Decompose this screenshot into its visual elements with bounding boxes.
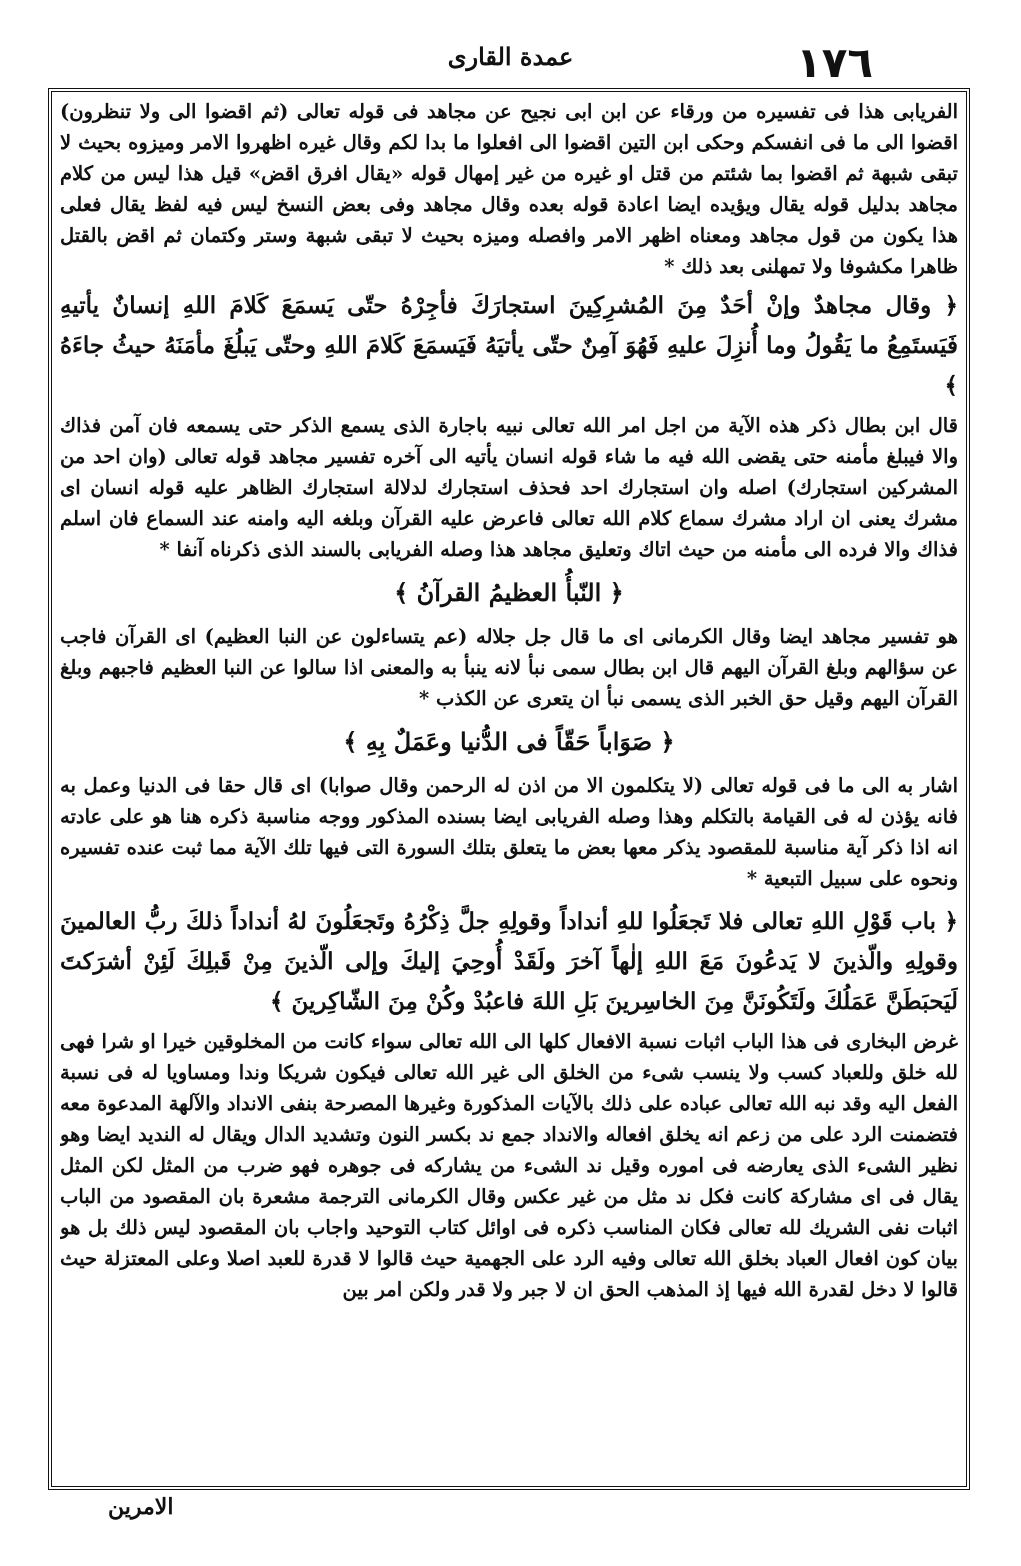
chapter-heading-verse: ﴿ باب قَوْلِ اللهِ تعالى فلا تَجعَلُوا للهِ أنداداً وقولِهِ جلَّ ذِكْرُهُ وتَجعَلُونَ لهُ أنداداً ذلكَ ربُّ العالمينَ وقولِهِ والّذينَ لا يَدعُونَ مَعَ اللهِ إلٰهاً آخرَ ولَقَدْ أُوحِيَ إليكَ وإلى الّذينَ مِنْ قَبلِكَ لَئِنْ أشرَكتَ لَيَحبَطَنَّ عَمَلُكَ ولَتَكُونَنَّ مِنَ الخاسِرينَ بَلِ اللهَ فاعبُدْ وكُنْ مِنَ الشّاكِرينَ ﴾ — [60, 908, 958, 1015]
page-header — [40, 38, 981, 88]
commentary-paragraph: قال ابن بطال ذكر هذه الآية من اجل امر الله تعالى نبيه باجارة الذى يسمع الذكر حتى يسمعه فان آمن فذاك والا فيبلغ مأمنه حتى يقضى الله فيه ما شاء قوله انسان يأتيه الى آخره تفسير مجاهد قوله تعالى (وان احد من المشركين استجارك) اصله وان استجارك احد فحذف استجارك لدلالة استجارك الظاهر عليه قوله انسان اى مشرك يعنى ان اراد مشرك سماع كلام الله تعالى فاعرض عليه القرآن وبلغه اليه وامنه عند السماع فان اسلم فذاك والا فرده الى مأمنه من حيث اتاك وتعليق مجاهد هذا وصله الفريابى بالسند الذى ذكرناه آنفا * — [60, 414, 958, 561]
catchword: الامرين — [108, 1494, 174, 1520]
commentary-paragraph: غرض البخارى فى هذا الباب اثبات نسبة الافعال كلها الى الله تعالى سواء كانت من المخلوقين خيرا او شرا فهى لله خلق وللعباد كسب ولا ينسب شىء من الخلق الى غير الله تعالى فيكون شريكا وندا ومساويا له فى نسبة الفعل اليه وقد نبه الله تعالى عباده على ذلك بالآيات المذكورة وغيرها المصرحة بنفى الانداد والآلهة المدعوة معه فتضمنت الرد على من زعم انه يخلق افعاله والانداد جمع ند بكسر النون وتشديد الدال ويقال له النديد ايضا وهو نظير الشىء الذى يعارضه فى اموره وقيل ند الشىء من يشاركه فى جوهره فهو ضرب من المثل لكن المثل يقال فى اى مشاركة كانت فكل ند مثل من غير عكس وقال الكرمانى الترجمة مشعرة بان المقصود من الباب اثبات نفى الشريك لله تعالى فكان المناسب ذكره فى اوائل كتاب التوحيد واجاب بان المقصود ليس ذلك بل هو بيان كون افعال العباد بخلق الله تعالى وفيه الرد على الجهمية حيث قالوا لا قدرة للعبد اصلا وعلى المعتزلة حيث قالوا لا دخل لقدرة الله فيها إذ المذهب الحق ان لا جبر ولا قدر ولكن امر بين — [60, 1030, 958, 1301]
commentary-paragraph: هو تفسير مجاهد ايضا وقال الكرمانى اى ما قال جل جلاله (عم يتساءلون عن النبا العظيم) اى القرآن فاجب عن سؤالهم وبلغ القرآن اليهم قال ابن بطال سمى نبأ لانه ينبأ به والمعنى اذا سالوا عن النبا العظيم فاجبهم وبلغ القرآن اليهم وقيل حق الخبر الذى يسمى نبأ ان يتعرى عن الكذب * — [60, 625, 958, 710]
section-heading: ﴿ النّبأُ العظيمُ القرآنُ ﴾ — [394, 578, 624, 607]
spacer — [60, 894, 958, 898]
quoted-verse: ﴿ وقال مجاهدٌ وإنْ أحَدٌ مِنَ المُشرِكِينَ استجارَكَ فأجِرْهُ حتّى يَسمَعَ كَلامَ اللهِ إنسانٌ يأتيهِ فَيَستَمِعُ ما يَقُولُ وما أُنزِلَ عليهِ فَهُوَ آمِنٌ حتّى يأتيَهُ فَيَسمَعَ كَلامَ اللهِ وحتّى يَبلُغَ مأمَنَهُ حيثُ جاءَهُ ﴾ — [60, 292, 958, 399]
section-heading: ﴿ صَوَاباً حَقّاً فى الدُّنيا وعَمَلٌ بِهِ ﴾ — [343, 727, 675, 756]
commentary-paragraph: اشار به الى ما فى قوله تعالى (لا يتكلمون الا من اذن له الرحمن وقال صوابا) اى قال حقا فى الدنيا وعمل به فانه يؤذن له فى القيامة بالتكلم وهذا وصله الفريابى ايضا بسنده المذكور ووجه مناسبة ذكره هنا هو على عادته انه اذا ذكر آية مناسبة للمقصود يذكر معها بعض ما يتعلق بتلك السورة التى فيها تلك الآية مما ثبت عنده تفسيره ونحوه على سبيل التبعية * — [60, 774, 958, 890]
running-title: عمدة القارى — [447, 42, 574, 71]
page-number: ١٧٦ — [796, 38, 873, 87]
main-text — [60, 96, 958, 1484]
commentary-paragraph: الفريابى هذا فى تفسيره من ورقاء عن ابن ابى نجيح عن مجاهد فى قوله تعالى (ثم اقضوا الى ولا تنظرون) اقضوا الى ما فى انفسكم وحكى ابن التين اقضوا الى افعلوا ما بدا لكم وقال غيره اظهروا الامر وميزوه بحيث لا تبقى شبهة ثم اقضوا بما شئتم من قتل او غيره من غير إمهال قوله «يقال افرق اقض» قيل هذا ليس من كلام مجاهد بدليل قوله يقال ويؤيده ايضا اعادة قوله بعده وقال مجاهد وفى بعض النسخ ليس فيه لفظ يقال فعلى هذا يكون من قول مجاهد ومعناه اظهر الامر وافصله وميزه بحيث لا تبقى شبهة وستر وكتمان ثم اقض بالقتل ظاهرا مكشوفا ولا تمهلنى بعد ذلك * — [60, 100, 958, 278]
